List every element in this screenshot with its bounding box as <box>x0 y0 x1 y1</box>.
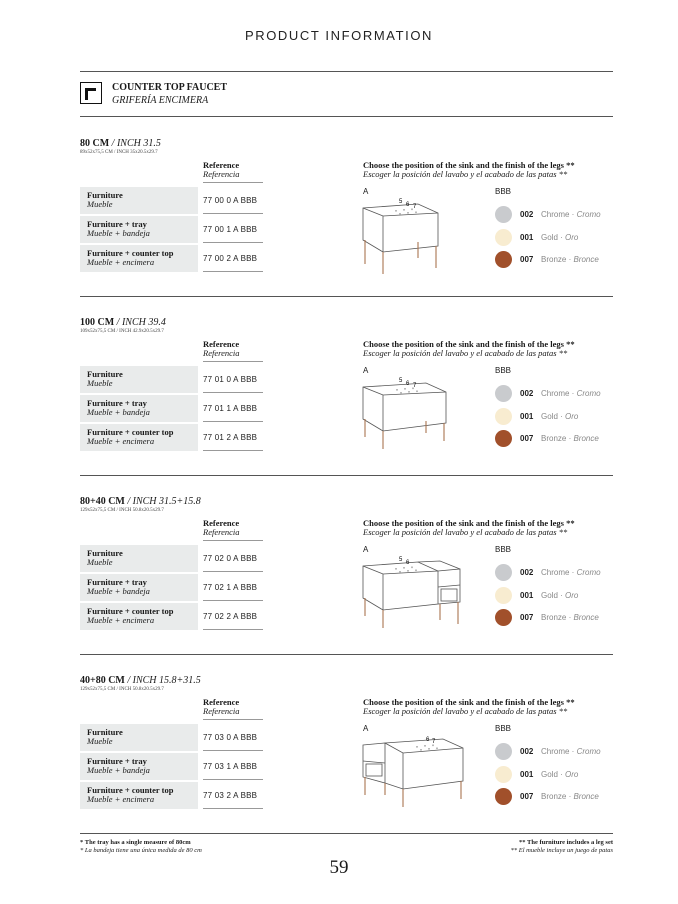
row-label: Furniture + counter top Mueble + encimera <box>80 603 198 630</box>
gold-swatch <box>495 766 512 783</box>
reference-code: 77 02 1 A BBB <box>203 583 258 592</box>
finish-name: Chrome · Cromo <box>541 210 601 219</box>
gold-swatch <box>495 229 512 246</box>
position-number: 6 <box>406 560 410 566</box>
reference-code: 77 01 2 A BBB <box>203 433 258 442</box>
choose-instructions: Choose the position of the sink and the finish of the legs ** Escoger la posición del lavabo y el acabado de las patas ** <box>363 518 575 537</box>
finish-label: BBB <box>495 724 512 733</box>
finish-option <box>495 766 615 784</box>
position-label: A <box>363 724 369 733</box>
finish-name: Gold · Oro <box>541 770 579 779</box>
finish-option <box>495 564 615 582</box>
table-row <box>80 424 265 453</box>
divider <box>203 750 263 751</box>
table-row <box>80 366 265 395</box>
finish-option <box>495 251 615 269</box>
row-label: Furniture Mueble <box>80 724 198 751</box>
reference-code: 77 02 2 A BBB <box>203 612 258 621</box>
divider <box>203 271 263 272</box>
divider <box>80 71 613 72</box>
table-row <box>80 545 265 574</box>
reference-header: Reference Referencia <box>203 697 240 716</box>
position-number: 7 <box>432 739 436 745</box>
choose-instructions: Choose the position of the sink and the finish of the legs ** Escoger la posición del lavabo y el acabado de las patas ** <box>363 160 575 179</box>
divider <box>80 654 613 655</box>
divider <box>203 571 263 572</box>
finish-label: BBB <box>495 187 512 196</box>
finish-name: Bronze · Bronce <box>541 792 599 801</box>
finish-code: 007 <box>520 792 534 801</box>
finish-option <box>495 430 615 448</box>
divider <box>80 475 613 476</box>
chrome-swatch <box>495 385 512 402</box>
cabinet-drawing <box>358 196 478 278</box>
table-row <box>80 216 265 245</box>
position-number: 5 <box>399 557 403 563</box>
section-dimensions: 109x52x75,5 CM / INCH 42.9x20.5x29.7 <box>80 329 164 334</box>
cabinet-drawing <box>358 375 478 457</box>
reference-header: Reference Referencia <box>203 339 240 358</box>
position-number: 5 <box>399 199 403 205</box>
finish-option <box>495 385 615 403</box>
table-row <box>80 753 265 782</box>
section-dimensions: 89x52x75,5 CM / INCH 35x20.5x29.7 <box>80 150 158 155</box>
position-label: A <box>363 187 369 196</box>
position-label: A <box>363 545 369 554</box>
position-number: 6 <box>406 381 410 387</box>
section-dimensions: 129x52x75,5 CM / INCH 50.8x20.5x29.7 <box>80 687 164 692</box>
finish-name: Gold · Oro <box>541 233 579 242</box>
reference-code: 77 01 0 A BBB <box>203 375 258 384</box>
row-label: Furniture Mueble <box>80 187 198 214</box>
finish-option <box>495 229 615 247</box>
finish-option <box>495 587 615 605</box>
finish-name: Bronze · Bronce <box>541 255 599 264</box>
reference-code: 77 03 0 A BBB <box>203 733 258 742</box>
bronze-swatch <box>495 430 512 447</box>
divider <box>203 361 263 362</box>
divider <box>80 833 613 834</box>
finish-label: BBB <box>495 366 512 375</box>
row-label: Furniture + tray Mueble + bandeja <box>80 574 198 601</box>
divider <box>203 213 263 214</box>
row-label: Furniture + counter top Mueble + encimera <box>80 245 198 272</box>
finish-code: 002 <box>520 210 534 219</box>
page-number: 59 <box>329 857 349 878</box>
chrome-swatch <box>495 564 512 581</box>
product-section-40-80 <box>80 675 613 840</box>
divider <box>80 296 613 297</box>
section-dimensions: 129x52x75,5 CM / INCH 50.8x20.5x29.7 <box>80 508 164 513</box>
finish-code: 007 <box>520 255 534 264</box>
table-row <box>80 187 265 216</box>
divider <box>203 808 263 809</box>
finish-name: Chrome · Cromo <box>541 747 601 756</box>
divider <box>203 600 263 601</box>
row-label: Furniture + tray Mueble + bandeja <box>80 395 198 422</box>
bronze-swatch <box>495 609 512 626</box>
finish-option <box>495 743 615 761</box>
cabinet-drawing <box>358 733 478 815</box>
reference-code: 77 02 0 A BBB <box>203 554 258 563</box>
position-label: A <box>363 366 369 375</box>
reference-code: 77 00 0 A BBB <box>203 196 258 205</box>
section-title: 80 CM / INCH 31.5 <box>80 138 161 149</box>
product-section-80 <box>80 138 613 303</box>
divider <box>203 450 263 451</box>
finish-name: Gold · Oro <box>541 412 579 421</box>
divider <box>203 540 263 541</box>
table-row <box>80 395 265 424</box>
position-number: 7 <box>413 204 417 210</box>
table-row <box>80 782 265 811</box>
finish-code: 001 <box>520 412 534 421</box>
cabinet-drawing <box>358 554 478 636</box>
gold-swatch <box>495 408 512 425</box>
product-section-80-40 <box>80 496 613 661</box>
product-section-100 <box>80 317 613 482</box>
finish-name: Chrome · Cromo <box>541 389 601 398</box>
reference-code: 77 03 1 A BBB <box>203 762 258 771</box>
position-number: 6 <box>406 202 410 208</box>
finish-code: 001 <box>520 233 534 242</box>
finish-option <box>495 788 615 806</box>
finish-code: 002 <box>520 747 534 756</box>
chrome-swatch <box>495 206 512 223</box>
row-label: Furniture Mueble <box>80 366 198 393</box>
finish-option <box>495 609 615 627</box>
row-label: Furniture + counter top Mueble + encimera <box>80 424 198 451</box>
divider <box>203 182 263 183</box>
finish-code: 007 <box>520 434 534 443</box>
position-number: 5 <box>399 378 403 384</box>
reference-code: 77 03 2 A BBB <box>203 791 258 800</box>
page-title: PRODUCT INFORMATION <box>244 28 434 43</box>
finish-option <box>495 408 615 426</box>
section-title: 40+80 CM / INCH 15.8+31.5 <box>80 675 201 686</box>
divider <box>203 421 263 422</box>
footnote-legs: ** The furniture includes a leg set ** El mueble incluye un juego de patas <box>510 839 613 854</box>
finish-code: 002 <box>520 568 534 577</box>
divider <box>203 629 263 630</box>
finish-code: 002 <box>520 389 534 398</box>
footnote-tray: * The tray has a single measure of 80cm * La bandeja tiene una única medida de 80 cm <box>80 839 202 854</box>
row-label: Furniture + counter top Mueble + encimera <box>80 782 198 809</box>
divider <box>203 242 263 243</box>
choose-instructions: Choose the position of the sink and the finish of the legs ** Escoger la posición del lavabo y el acabado de las patas ** <box>363 339 575 358</box>
finish-name: Bronze · Bronce <box>541 434 599 443</box>
table-row <box>80 574 265 603</box>
finish-option <box>495 206 615 224</box>
chrome-swatch <box>495 743 512 760</box>
table-row <box>80 603 265 632</box>
reference-code: 77 01 1 A BBB <box>203 404 258 413</box>
category-title-es: GRIFERÍA ENCIMERA <box>112 95 209 106</box>
finish-name: Bronze · Bronce <box>541 613 599 622</box>
finish-code: 001 <box>520 591 534 600</box>
category-title: COUNTER TOP FAUCET <box>112 82 228 93</box>
divider <box>203 719 263 720</box>
table-row <box>80 245 265 274</box>
gold-swatch <box>495 587 512 604</box>
position-number: 7 <box>413 383 417 389</box>
divider <box>203 392 263 393</box>
reference-code: 77 00 2 A BBB <box>203 254 258 263</box>
finish-label: BBB <box>495 545 512 554</box>
section-title: 100 CM / INCH 39.4 <box>80 317 166 328</box>
reference-header: Reference Referencia <box>203 518 240 537</box>
finish-name: Gold · Oro <box>541 591 579 600</box>
finish-code: 001 <box>520 770 534 779</box>
reference-code: 77 00 1 A BBB <box>203 225 258 234</box>
divider <box>80 116 613 117</box>
row-label: Furniture + tray Mueble + bandeja <box>80 753 198 780</box>
divider <box>203 779 263 780</box>
section-title: 80+40 CM / INCH 31.5+15.8 <box>80 496 201 507</box>
reference-header: Reference Referencia <box>203 160 240 179</box>
finish-name: Chrome · Cromo <box>541 568 601 577</box>
table-row <box>80 724 265 753</box>
bronze-swatch <box>495 251 512 268</box>
bronze-swatch <box>495 788 512 805</box>
row-label: Furniture Mueble <box>80 545 198 572</box>
row-label: Furniture + tray Mueble + bandeja <box>80 216 198 243</box>
faucet-icon <box>80 82 102 104</box>
choose-instructions: Choose the position of the sink and the finish of the legs ** Escoger la posición del lavabo y el acabado de las patas ** <box>363 697 575 716</box>
finish-code: 007 <box>520 613 534 622</box>
position-number: 6 <box>426 737 430 743</box>
